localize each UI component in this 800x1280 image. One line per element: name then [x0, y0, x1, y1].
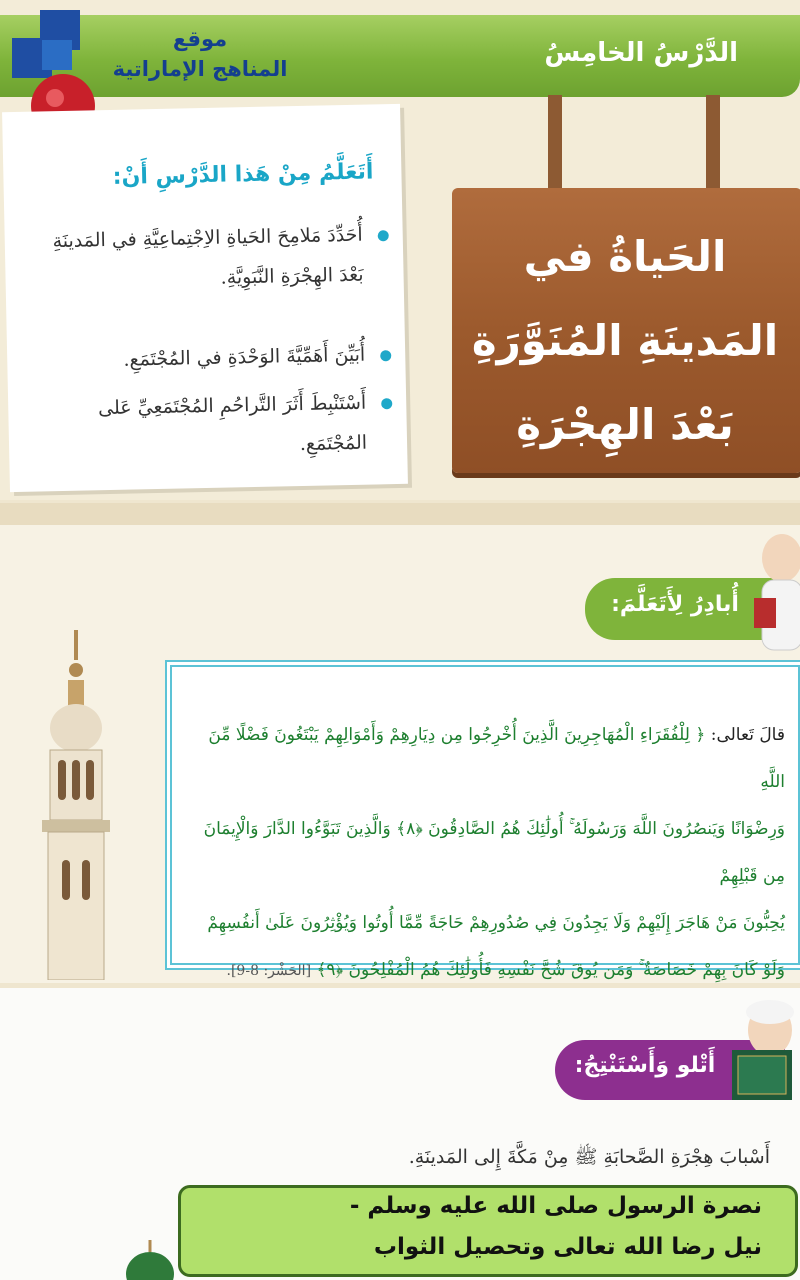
answer-line-2: نيل رضا الله تعالى وتحصيل الثواب — [373, 1234, 762, 1260]
sign-rope — [548, 95, 562, 195]
verse-text-1: ﴿ لِلْفُقَرَاءِ الْمُهَاجِرِينَ الَّذِينَ أُخْرِجُوا مِن دِيَارِهِمْ وَأَمْوَالِهِمْ يَبْتَغُونَ فَضْلًا مِّنَ اللَّهِ — [208, 725, 785, 792]
answer-line-1: نصرة الرسول صلى الله عليه وسلم - — [349, 1193, 762, 1219]
objective-item-3: أَسْتَنْبِطَ أَثَرَ التَّراحُمِ المُجْتَمَعِيِّ عَلى المُجْتَمَعِ. — [36, 383, 368, 470]
lesson-title-line1: الحَياةُ في — [523, 232, 727, 281]
student-reading-icon — [752, 528, 800, 658]
question-text: أَسْبابَ هِجْرَةِ الصَّحابَةِ ﷺ مِنْ مَكَّةَ إِلى المَدينَةِ. — [408, 1146, 770, 1168]
bullet-icon — [378, 230, 389, 241]
verse-line-1 — [185, 712, 785, 806]
read-and-conclude-label: أَتْلو وَأَسْتَنْتِجُ: — [574, 1053, 716, 1078]
site-name-line2: المناهج الإماراتية — [112, 57, 288, 81]
quran-verse — [185, 712, 785, 995]
site-name — [100, 24, 300, 84]
bullet-icon — [381, 398, 392, 409]
verse-reference: [الحَشْر: 8-9]. — [226, 963, 312, 979]
objective-item-2: أُبَيِّنَ أَهَمِّيَّةَ الوَحْدَةِ في المُجْتَمَعِ. — [35, 335, 366, 382]
verse-line-2: وَرِضْوَانًا وَيَنصُرُونَ اللَّهَ وَرَسُولَهُ ۚ أُولَٰئِكَ هُمُ الصَّادِقُونَ ﴿٨﴾ وَالَّذِينَ تَبَوَّءُوا الدَّارَ وَالْإِيمَانَ مِن قَبْلِهِمْ — [203, 819, 785, 886]
objectives-title: أَتَعَلَّمُ مِنْ هَذا الدَّرْسِ أَنْ: — [112, 159, 374, 190]
student-with-quran-icon — [728, 1000, 800, 1110]
section-divider — [0, 503, 800, 525]
objective-item-1: أُحَدِّدَ مَلامِحَ الحَياةِ الاِجْتِماعِيَّةِ في المَدينَةِ بَعْدَ الهِجْرَةِ النَّبَوِيَّةِ. — [32, 215, 364, 302]
site-name-line1: موقع — [172, 27, 228, 51]
minaret-icon — [28, 630, 138, 980]
mosque-dome-icon — [120, 1240, 180, 1280]
lesson-number: الدَّرْسُ الخامِسُ — [544, 38, 738, 68]
verse-intro: قالَ تَعالى: — [710, 725, 785, 745]
lesson-title — [460, 215, 790, 467]
sign-rope — [706, 95, 720, 195]
bullet-icon — [380, 350, 391, 361]
lesson-title-line2: المَدينَةِ المُنَوَّرَةِ — [471, 316, 779, 365]
lesson-title-line3: بَعْدَ الهِجْرَةِ — [516, 400, 734, 449]
verse-text-4: وَلَوْ كَانَ بِهِمْ خَصَاصَةٌ ۚ وَمَن يُوقَ شُحَّ نَفْسِهِ فَأُولَٰئِكَ هُمُ الْمُفْلِحُونَ ﴿٩﴾ — [316, 960, 785, 980]
objectives-card — [2, 104, 408, 492]
start-learning-label: أُبادِرُ لِأَتَعَلَّمَ: — [611, 592, 739, 617]
verse-line-3: يُحِبُّونَ مَنْ هَاجَرَ إِلَيْهِمْ وَلَا يَجِدُونَ فِي صُدُورِهِمْ حَاجَةً مِّمَّا أُوتُوا وَيُؤْثِرُونَ عَلَىٰ أَنفُسِهِمْ — [207, 913, 785, 933]
